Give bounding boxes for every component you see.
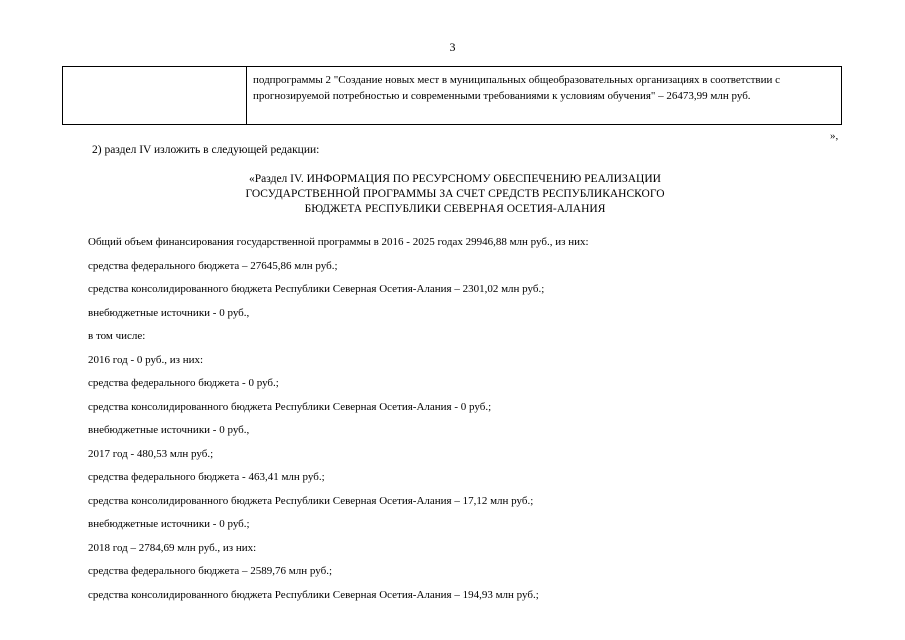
closing-quote: », <box>830 130 839 142</box>
text-line: Общий объем финансирования государственной программы в 2016 - 2025 годах 29946,88 млн руб., из них: <box>88 236 589 248</box>
text-line: 2017 год - 480,53 млн руб.; <box>88 447 214 460</box>
table-cell-empty <box>63 67 247 125</box>
table-row <box>63 67 842 125</box>
program-table <box>62 66 842 125</box>
funding-lines <box>88 231 848 607</box>
text-line: средства консолидированного бюджета Республики Северная Осетия-Алания – 194,93 млн руб.; <box>88 588 539 601</box>
text-line: в том числе: <box>88 330 146 342</box>
text-line: внебюджетные источники - 0 руб., <box>88 424 250 436</box>
text-line: 2016 год - 0 руб., из них: <box>88 353 204 366</box>
section-heading <box>150 172 760 217</box>
page-number: 3 <box>449 40 456 54</box>
text-line: средства консолидированного бюджета Республики Северная Осетия-Алания – 17,12 млн руб.; <box>88 494 534 507</box>
text-line: средства консолидированного бюджета Республики Северная Осетия-Алания – 2301,02 млн руб.; <box>88 283 545 295</box>
table-cell-subprogram: подпрограммы 2 "Создание новых мест в муниципальных общеобразовательных организациях в соответствии с прогнозируемой потребностью и современными требованиями к условиям обучения" – 26473,99 млн руб. <box>247 67 842 125</box>
text-line: внебюджетные источники - 0 руб., <box>88 306 250 319</box>
text-line: средства федерального бюджета – 2589,76 млн руб.; <box>88 565 333 577</box>
text-line: средства федерального бюджета - 463,41 млн руб.; <box>88 471 325 483</box>
heading-line: «Раздел IV. ИНФОРМАЦИЯ ПО РЕСУРСНОМУ ОБЕСПЕЧЕНИЮ РЕАЛИЗАЦИИ <box>249 173 661 185</box>
text-line: внебюджетные источники - 0 руб.; <box>88 518 250 530</box>
amendment-intro: 2) раздел IV изложить в следующей редакции: <box>92 144 320 156</box>
heading-line: ГОСУДАРСТВЕННОЙ ПРОГРАММЫ ЗА СЧЕТ СРЕДСТВ РЕСПУБЛИКАНСКОГО <box>245 188 665 200</box>
text-line: средства федерального бюджета - 0 руб.; <box>88 377 279 389</box>
text-line: средства федерального бюджета – 27645,86 млн руб.; <box>88 259 338 272</box>
heading-line: БЮДЖЕТА РЕСПУБЛИКИ СЕВЕРНАЯ ОСЕТИЯ-АЛАНИЯ <box>304 203 606 215</box>
text-line: средства консолидированного бюджета Республики Северная Осетия-Алания - 0 руб.; <box>88 400 492 413</box>
text-line: 2018 год – 2784,69 млн руб., из них: <box>88 541 257 554</box>
